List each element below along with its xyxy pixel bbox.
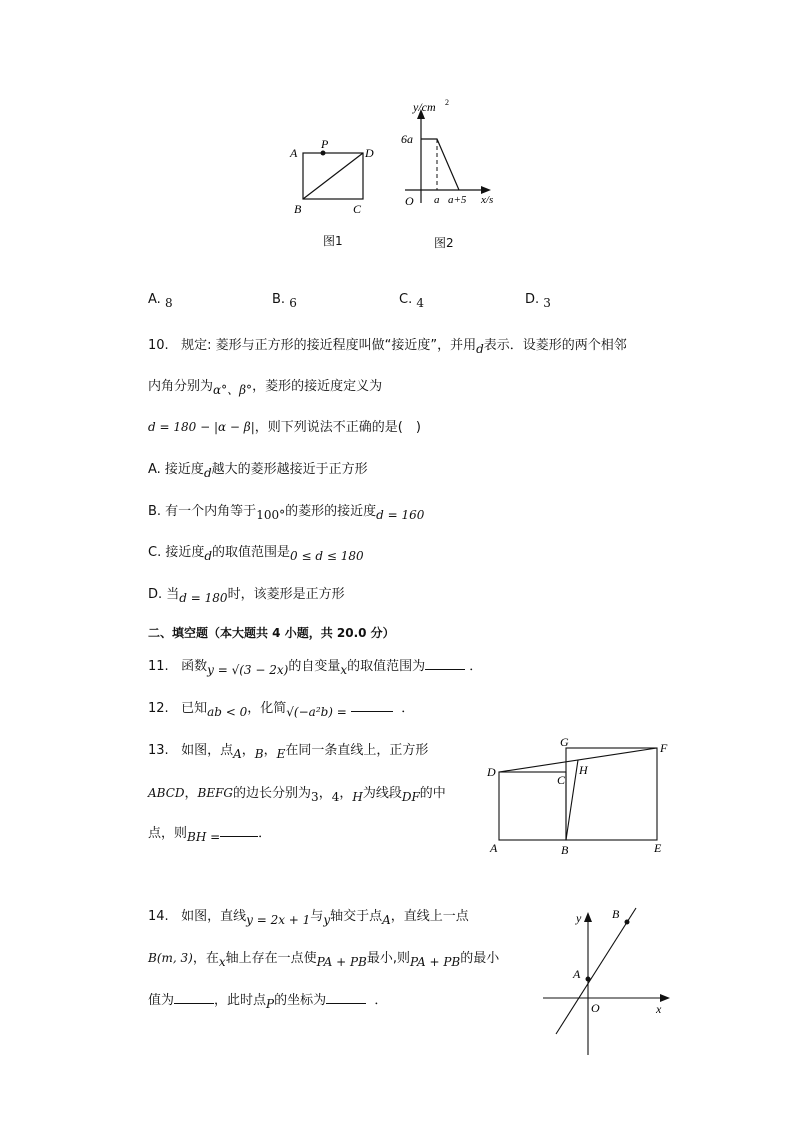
q14-line-eq: y = 2x + 1 bbox=[246, 913, 311, 927]
q12-answer-blank[interactable] bbox=[351, 710, 393, 712]
q11-number: 11. bbox=[148, 659, 169, 674]
q13-text-1a: 如图，点 bbox=[181, 743, 234, 758]
q10-option-c bbox=[148, 541, 364, 563]
q14-a: A bbox=[382, 913, 391, 927]
q9-option-a-letter: A. bbox=[148, 292, 161, 307]
q13-val-3: 3 bbox=[311, 790, 319, 804]
q14-text-2d: 的最小 bbox=[460, 951, 500, 966]
q10-text-2a: 内角分别为 bbox=[148, 379, 214, 394]
q13-fig-a: A bbox=[490, 841, 498, 855]
q10-opt-d-formula: d = 180 bbox=[179, 591, 228, 605]
q9-option-d bbox=[525, 292, 551, 310]
q10-line-1 bbox=[148, 334, 627, 356]
q10-text-1a: 规定: 菱形与正方形的接近程度叫做“接近度”，并用 bbox=[181, 338, 477, 353]
q10-opt-c-formula: 0 ≤ d ≤ 180 bbox=[290, 549, 364, 563]
q14-p: P bbox=[266, 997, 275, 1011]
q13-text-2c: 的中 bbox=[419, 786, 446, 801]
q14-fig-a: A bbox=[573, 967, 581, 981]
q14-fig-x: x bbox=[656, 1002, 662, 1016]
q14-papb-1: PA + PB bbox=[316, 955, 367, 969]
q11-end: ． bbox=[469, 659, 483, 674]
q12-cond: ab < 0 bbox=[207, 705, 248, 719]
q14-fig-o: O bbox=[591, 1001, 600, 1015]
q13-answer-blank[interactable] bbox=[220, 835, 258, 837]
fig2-x-axis-label: x/s bbox=[481, 194, 494, 206]
fig2-superscript: 2 bbox=[445, 98, 449, 107]
fig1-label-c: C bbox=[353, 202, 362, 216]
fig2-a-label: a bbox=[434, 194, 440, 206]
q13-bh: BH = bbox=[187, 830, 221, 844]
q9-option-b-letter: B. bbox=[272, 292, 286, 307]
q13-line-1: 13. 如图，点A，B，E在同一条直线上，正方形 bbox=[148, 743, 429, 761]
q13-text-1b: 在同一条直线上，正方形 bbox=[285, 743, 429, 758]
q9-option-b bbox=[272, 292, 297, 310]
q10-option-b bbox=[148, 500, 425, 522]
q14-text-3c: 的坐标为 bbox=[274, 993, 327, 1008]
q10-opt-b-text-a: B. 有一个内角等于 bbox=[148, 504, 257, 519]
fig2-y-axis-label: y/cm bbox=[413, 100, 436, 114]
q9-option-c-letter: C. bbox=[399, 292, 413, 307]
fig2-a5-label: a+5 bbox=[448, 194, 467, 206]
q9-option-c bbox=[399, 292, 424, 310]
q10-opt-a-var: d bbox=[203, 466, 212, 480]
q14-text-2b: 轴上存在一点使 bbox=[225, 951, 317, 966]
q9-option-a-value: 8 bbox=[164, 296, 173, 310]
q10-opt-b-val: 100° bbox=[256, 508, 286, 522]
q12-number: 12. bbox=[148, 701, 169, 716]
q13-fig-f: F bbox=[660, 741, 668, 755]
q10-formula: d = 180 − |α − β| bbox=[148, 420, 255, 434]
q10-text-3b: ，则下列说法不正确的是( ) bbox=[254, 420, 421, 435]
q10-text-2b: ，菱形的接近度定义为 bbox=[252, 379, 383, 394]
q13-segment-df: DF bbox=[401, 790, 420, 804]
q10-opt-c-text-b: 的取值范围是 bbox=[212, 545, 291, 560]
q13-abcd: ABCD bbox=[148, 786, 185, 800]
q10-opt-d-text-b: 时，该菱形是正方形 bbox=[227, 587, 345, 602]
q9-option-d-letter: D. bbox=[525, 292, 540, 307]
q13-fig-h: H bbox=[579, 763, 588, 777]
q13-point-b: B bbox=[254, 747, 264, 761]
q10-option-a bbox=[148, 458, 368, 480]
q9-option-d-value: 3 bbox=[543, 296, 551, 310]
figure-1-caption: 图1 bbox=[323, 234, 343, 248]
q13-line-2: ABCD，BEFG的边长分别为3，4，H为线段DF的中 bbox=[148, 786, 446, 804]
q10-opt-d-text-a: D. 当 bbox=[148, 587, 180, 602]
q12-text-a: 已知 bbox=[181, 701, 208, 716]
q10-line-3 bbox=[148, 416, 421, 435]
q14-text-2a: ，在 bbox=[192, 951, 219, 966]
figure-1-svg bbox=[285, 135, 375, 225]
fig1-label-a: A bbox=[290, 146, 298, 160]
q12-line bbox=[148, 697, 415, 719]
q14-fig-y: y bbox=[576, 911, 582, 925]
q14-text-2c: 最小,则 bbox=[366, 951, 410, 966]
q14-b-point: B(m, 3) bbox=[148, 951, 193, 965]
q14-papb-2: PA + PB bbox=[410, 955, 461, 969]
q14-text-1c: 轴交于点 bbox=[330, 909, 383, 924]
q14-text-3b: ，此时点 bbox=[214, 993, 267, 1008]
q12-formula: √(−a²b) = bbox=[286, 705, 347, 719]
q10-number: 10. bbox=[148, 338, 169, 353]
q14-text-1d: ，直线上一点 bbox=[390, 909, 469, 924]
q14-figure-svg bbox=[538, 900, 678, 1060]
q9-option-a bbox=[148, 292, 173, 310]
q10-text-1b: 表示．设菱形的两个相邻 bbox=[483, 338, 627, 353]
q11-line bbox=[148, 655, 483, 677]
q14-line-3 bbox=[148, 989, 388, 1011]
q11-text-b: 的自变量 bbox=[288, 659, 341, 674]
q14-end: ． bbox=[374, 993, 388, 1008]
q10-opt-b-formula: d = 160 bbox=[376, 508, 425, 522]
q10-line-2 bbox=[148, 375, 383, 397]
q13-text-3a: 点，则 bbox=[148, 826, 188, 841]
q9-option-b-value: 6 bbox=[289, 296, 297, 310]
q13-text-2a: 的边长分别为 bbox=[233, 786, 312, 801]
q14-text-1b: 与 bbox=[310, 909, 324, 924]
q14-number: 14. bbox=[148, 909, 169, 924]
q10-var-d: d bbox=[476, 342, 484, 356]
q12-text-b: ，化简 bbox=[247, 701, 287, 716]
q13-text-2b: 为线段 bbox=[362, 786, 402, 801]
q14-figure bbox=[538, 900, 678, 1060]
fig2-6a-label: 6a bbox=[401, 132, 413, 146]
q13-fig-c: C bbox=[557, 773, 566, 787]
q14-answer-blank-1[interactable] bbox=[174, 1002, 214, 1004]
fig1-label-b: B bbox=[294, 202, 302, 216]
q13-val-4: 4 bbox=[331, 790, 340, 804]
q11-formula: y = √(3 − 2x) bbox=[207, 663, 289, 677]
q13-line-3 bbox=[148, 822, 272, 844]
q10-opt-c-text-a: C. 接近度 bbox=[148, 545, 205, 560]
q10-option-d bbox=[148, 583, 345, 605]
q10-opt-c-var: d bbox=[204, 549, 213, 563]
q14-x: x bbox=[218, 955, 226, 969]
q13-number: 13. bbox=[148, 743, 169, 758]
q13-figure-svg bbox=[484, 732, 674, 860]
q10-opt-a-text-b: 越大的菱形越接近于正方形 bbox=[211, 462, 368, 477]
q13-fig-g: G bbox=[560, 735, 569, 749]
q11-text-c: 的取值范围为 bbox=[347, 659, 426, 674]
figure-2-caption: 图2 bbox=[434, 236, 454, 250]
fig1-label-d: D bbox=[365, 146, 374, 160]
q10-opt-b-text-b: 的菱形的接近度 bbox=[285, 504, 377, 519]
q10-opt-a-text-a: A. 接近度 bbox=[148, 462, 204, 477]
q13-fig-d: D bbox=[487, 765, 496, 779]
q11-answer-blank[interactable] bbox=[425, 668, 465, 670]
figure-2-svg bbox=[395, 95, 510, 215]
q14-text-1a: 如图，直线 bbox=[181, 909, 247, 924]
fig2-origin-label: O bbox=[405, 194, 414, 208]
q11-text-a: 函数 bbox=[181, 659, 208, 674]
q13-befg: BEFG bbox=[197, 786, 234, 800]
q11-var: x bbox=[340, 663, 348, 677]
q9-option-c-value: 4 bbox=[416, 296, 424, 310]
q14-line-2 bbox=[148, 947, 500, 969]
q13-point-h: H bbox=[352, 790, 363, 804]
q10-alpha-beta: α°、β° bbox=[213, 383, 253, 397]
q14-answer-blank-2[interactable] bbox=[326, 1002, 366, 1004]
q12-end: ． bbox=[401, 701, 415, 716]
figure-2 bbox=[395, 95, 510, 215]
figure-1 bbox=[285, 135, 375, 225]
q14-y: y bbox=[323, 913, 331, 927]
q13-point-a: A bbox=[233, 747, 242, 761]
q14-text-3a: 值为 bbox=[148, 993, 175, 1008]
fig1-label-p: P bbox=[321, 137, 329, 151]
q13-figure bbox=[484, 732, 674, 860]
section-2-title: 二、填空题（本大题共 4 小题，共 20.0 分） bbox=[148, 626, 395, 640]
q13-fig-e: E bbox=[654, 841, 662, 855]
q14-fig-b: B bbox=[612, 907, 620, 921]
q13-fig-b: B bbox=[561, 843, 569, 857]
q13-point-e: E bbox=[276, 747, 286, 761]
q14-line-1 bbox=[148, 905, 469, 927]
q13-end: ． bbox=[258, 826, 272, 841]
